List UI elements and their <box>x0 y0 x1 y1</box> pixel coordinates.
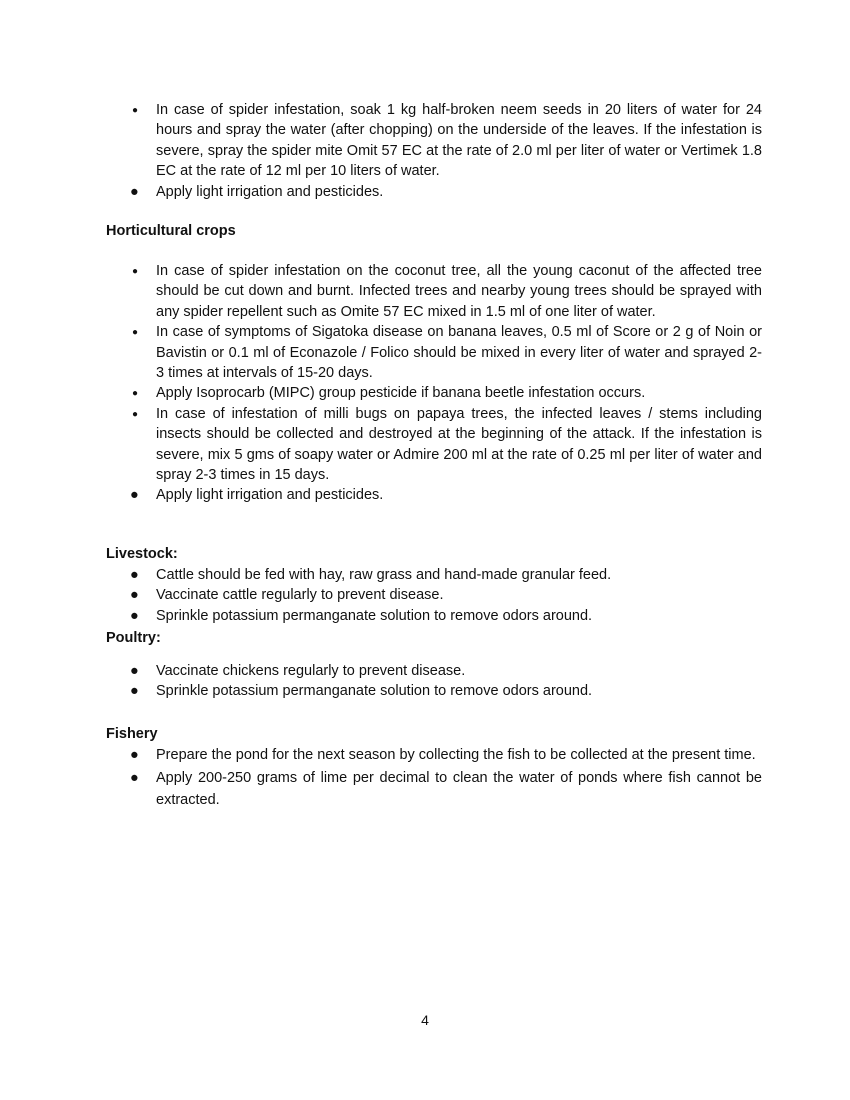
section-heading: Livestock: <box>106 546 178 562</box>
livestock-list <box>106 565 762 626</box>
list-item: ● Apply light irrigation and pesticides. <box>106 182 762 202</box>
fishery-section <box>106 724 762 811</box>
poultry-list <box>106 661 762 702</box>
list-item: ● In case of infestation of milli bugs on papaya trees, the infected leaves / stems including insects should be collected and destroyed at the beginning of the attack. If the infestation is severe, mix 5 gms of soapy water or Admire 200 ml at the rate of 0.25 ml per liter of water and spray 2-3 times in 15 days. <box>132 405 762 484</box>
bullet-icon: ● <box>130 567 139 583</box>
list-item: ● Vaccinate chickens regularly to prevent disease. <box>106 661 762 681</box>
bullet-icon: ● <box>132 266 139 277</box>
list-item: ● In case of spider infestation on the coconut tree, all the young caconut of the affected tree should be cut down and burnt. Infected trees and nearby young trees should be sprayed with any spider repellent such as Omite 57 EC mixed in 1.5 ml of one liter of water. <box>132 263 762 320</box>
section-heading: Poultry: <box>106 630 161 646</box>
list-item: ● Apply Isoprocarb (MIPC) group pesticide if banana beetle infestation occurs. <box>106 383 762 403</box>
section-heading: Fishery <box>106 726 158 742</box>
bullet-icon: ● <box>132 408 139 420</box>
list-item: ● In case of symptoms of Sigatoka disease on banana leaves, 0.5 ml of Score or 2 g of Noin or Bavistin or 0.1 ml of Econazole / Folico should be mixed in every liter of water and sprayed 2-3 times at intervals of 15-20 days. <box>132 324 762 382</box>
list-item: ● Prepare the pond for the next season by collecting the fish to be collected at the present time. <box>106 745 762 765</box>
livestock-section <box>106 544 762 626</box>
bullet-icon: ● <box>130 183 139 200</box>
bullet-icon: ● <box>132 105 139 116</box>
bullet-icon: ● <box>130 747 139 763</box>
list-item: ● Cattle should be fed with hay, raw grass and hand-made granular feed. <box>106 565 762 585</box>
bullet-icon: ● <box>130 770 139 787</box>
horticultural-section <box>106 221 762 506</box>
poultry-section <box>106 628 762 702</box>
list-item: ● Sprinkle potassium permanganate solution to remove odors around. <box>106 681 762 701</box>
page-number: 4 <box>421 1012 429 1028</box>
list-item: ● Apply 200-250 grams of lime per decimal to clean the water of ponds where fish cannot be extracted. <box>106 767 762 811</box>
intro-list <box>106 100 762 202</box>
bullet-icon: ● <box>130 607 139 624</box>
bullet-icon: ● <box>130 663 139 679</box>
fishery-list <box>106 745 762 811</box>
list-item: ● Vaccinate cattle regularly to prevent disease. <box>106 585 762 605</box>
section-heading: Horticultural crops <box>106 223 236 239</box>
intro-section <box>106 100 762 202</box>
list-item: ● Apply light irrigation and pesticides. <box>106 485 762 505</box>
list-item: ● In case of spider infestation, soak 1 kg half-broken neem seeds in 20 liters of water for 24 hours and spray the water (after chopping) on the underside of the leaves. If the infestation is severe, spray the spider mite Omit 57 EC at the rate of 2.0 ml per liter of water or Vertimek 1.8 EC at the rate of 12 ml per 10 liters of water. <box>132 102 762 180</box>
bullet-icon: ● <box>132 327 139 339</box>
bullet-icon: ● <box>130 487 139 504</box>
bullet-icon: ● <box>130 587 139 604</box>
bullet-icon: ● <box>132 388 139 400</box>
list-item: ● Sprinkle potassium permanganate solution to remove odors around. <box>106 606 762 626</box>
horticultural-list <box>106 261 762 506</box>
bullet-icon: ● <box>130 683 139 700</box>
